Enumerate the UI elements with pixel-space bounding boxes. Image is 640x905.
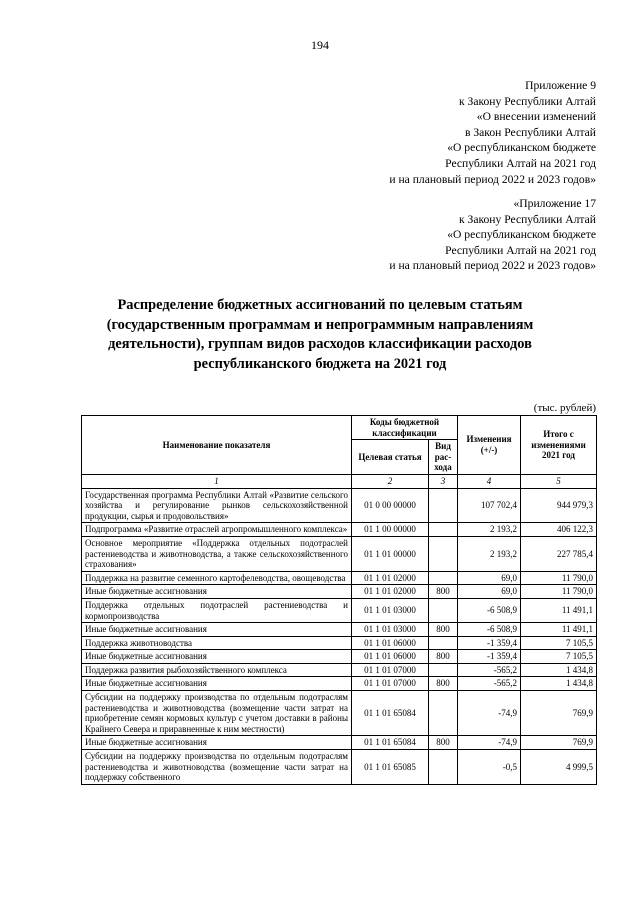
header-target-article: Целевая статья xyxy=(352,440,429,475)
row-change-cell: -565,2 xyxy=(458,677,521,691)
unit-note: (тыс. рублей) xyxy=(533,402,596,414)
column-numbers-row xyxy=(82,474,597,488)
row-target-code-cell: 01 0 00 00000 xyxy=(352,488,429,523)
row-total-cell: 7 105,5 xyxy=(521,636,597,650)
appendix-line: в Закон Республики Алтай xyxy=(464,125,596,139)
header-name: Наименование показателя xyxy=(82,416,352,475)
row-change-cell: 69,0 xyxy=(458,585,521,599)
row-change-cell: -6 508,9 xyxy=(458,623,521,637)
appendix-line: Республики Алтай на 2021 год xyxy=(445,243,596,257)
column-number: 1 xyxy=(82,474,352,488)
row-expense-type-cell xyxy=(429,663,458,677)
row-total-cell: 11 790,0 xyxy=(521,571,597,585)
row-target-code-cell: 01 1 01 00000 xyxy=(352,536,429,571)
row-name-cell: Государственная программа Республики Алтай «Развитие сельского хозяйства и регулирование рынков сельскохозяйственной продукции, сырья и продовольствия» xyxy=(82,488,352,523)
row-target-code-cell: 01 1 01 06000 xyxy=(352,636,429,650)
appendix-line: и на плановый период 2022 и 2023 годов» xyxy=(389,259,596,273)
table-row xyxy=(82,691,597,736)
appendix-line: Приложение 9 xyxy=(525,79,596,92)
appendix-line: к Закону Республики Алтай xyxy=(458,212,596,226)
column-number: 4 xyxy=(458,474,521,488)
appendix-line: «О внесении изменений xyxy=(476,110,596,124)
table-row xyxy=(82,488,597,523)
row-total-cell: 227 785,4 xyxy=(521,536,597,571)
row-total-cell: 1 434,8 xyxy=(521,663,597,677)
row-name-cell: Иные бюджетные ассигнования xyxy=(82,650,352,664)
row-target-code-cell: 01 1 01 65084 xyxy=(352,691,429,736)
row-expense-type-cell: 800 xyxy=(429,677,458,691)
header-total: Итого с изменениями 2021 год xyxy=(521,416,597,475)
table-row xyxy=(82,677,597,691)
row-expense-type-cell: 800 xyxy=(429,585,458,599)
row-name-cell: Иные бюджетные ассигнования xyxy=(82,677,352,691)
row-change-cell: -0,5 xyxy=(458,750,521,785)
table-row xyxy=(82,585,597,599)
row-name-cell: Иные бюджетные ассигнования xyxy=(82,585,352,599)
row-name-cell: Поддержка отдельных подотраслей растениеводства и кормопроизводства xyxy=(82,598,352,622)
appendix-line: и на плановый период 2022 и 2023 годов» xyxy=(389,172,596,186)
header-change: Изменения (+/-) xyxy=(458,416,521,475)
row-expense-type-cell xyxy=(429,691,458,736)
row-name-cell: Субсидии на поддержку производства по отдельным подотраслям растениеводства и животноводства (возмещение части затрат на приобретение семян кормовых культур с учетом доставки в районы Крайнего Севера и приравненные к ним местности) xyxy=(82,691,352,736)
row-name-cell: Подпрограмма «Развитие отраслей агропромышленного комплекса» xyxy=(82,523,352,537)
budget-table xyxy=(81,415,597,785)
appendix-header-17 xyxy=(389,196,596,274)
column-number: 3 xyxy=(429,474,458,488)
row-target-code-cell: 01 1 01 02000 xyxy=(352,571,429,585)
row-total-cell: 11 790,0 xyxy=(521,585,597,599)
row-target-code-cell: 01 1 01 65085 xyxy=(352,750,429,785)
row-name-cell: Поддержка на развитие семенного картофелеводства, овощеводства xyxy=(82,571,352,585)
row-total-cell: 769,9 xyxy=(521,736,597,750)
appendix-line: «Приложение 17 xyxy=(513,197,596,210)
table-body xyxy=(82,488,597,784)
table-row xyxy=(82,636,597,650)
row-target-code-cell: 01 1 01 07000 xyxy=(352,663,429,677)
row-total-cell: 769,9 xyxy=(521,691,597,736)
table-row xyxy=(82,663,597,677)
row-target-code-cell: 01 1 01 65084 xyxy=(352,736,429,750)
row-expense-type-cell xyxy=(429,598,458,622)
row-total-cell: 11 491,1 xyxy=(521,623,597,637)
row-total-cell: 11 491,1 xyxy=(521,598,597,622)
row-total-cell: 406 122,3 xyxy=(521,523,597,537)
row-expense-type-cell xyxy=(429,536,458,571)
row-change-cell: 2 193,2 xyxy=(458,536,521,571)
row-expense-type-cell xyxy=(429,523,458,537)
row-target-code-cell: 01 1 01 03000 xyxy=(352,598,429,622)
table-row xyxy=(82,523,597,537)
row-expense-type-cell xyxy=(429,488,458,523)
row-expense-type-cell xyxy=(429,750,458,785)
appendix-header-9 xyxy=(389,78,596,187)
row-change-cell: 107 702,4 xyxy=(458,488,521,523)
document-title: Распределение бюджетных ассигнований по целевым статьям (государственным программам и непрограммным направлениям деятельности), группам видов расходов классификации расходов республиканского бюджета на 2021 год xyxy=(106,297,534,372)
column-number: 5 xyxy=(521,474,597,488)
table-row xyxy=(82,536,597,571)
table-row xyxy=(82,650,597,664)
appendix-line: «О республиканском бюджете xyxy=(447,228,596,242)
row-change-cell: -565,2 xyxy=(458,663,521,677)
row-target-code-cell: 01 1 01 03000 xyxy=(352,623,429,637)
page-number: 194 xyxy=(311,38,329,52)
row-change-cell: -1 359,4 xyxy=(458,636,521,650)
row-target-code-cell: 01 1 01 06000 xyxy=(352,650,429,664)
row-target-code-cell: 01 1 01 02000 xyxy=(352,585,429,599)
row-expense-type-cell: 800 xyxy=(429,650,458,664)
row-expense-type-cell: 800 xyxy=(429,736,458,750)
row-name-cell: Иные бюджетные ассигнования xyxy=(82,736,352,750)
row-total-cell: 1 434,8 xyxy=(521,677,597,691)
row-expense-type-cell: 800 xyxy=(429,623,458,637)
row-name-cell: Иные бюджетные ассигнования xyxy=(82,623,352,637)
row-target-code-cell: 01 1 00 00000 xyxy=(352,523,429,537)
row-total-cell: 4 999,5 xyxy=(521,750,597,785)
row-name-cell: Поддержка животноводства xyxy=(82,636,352,650)
row-change-cell: 2 193,2 xyxy=(458,523,521,537)
table-row xyxy=(82,571,597,585)
appendix-line: Республики Алтай на 2021 год xyxy=(445,156,596,170)
row-change-cell: -6 508,9 xyxy=(458,598,521,622)
appendix-line: «О республиканском бюджете xyxy=(447,141,596,155)
header-expense-type: Вид рас-хода xyxy=(429,440,458,475)
table-row xyxy=(82,736,597,750)
row-expense-type-cell xyxy=(429,636,458,650)
column-number: 2 xyxy=(352,474,429,488)
row-total-cell: 944 979,3 xyxy=(521,488,597,523)
row-change-cell: -1 359,4 xyxy=(458,650,521,664)
row-change-cell: 69,0 xyxy=(458,571,521,585)
row-change-cell: -74,9 xyxy=(458,736,521,750)
header-codes-group: Коды бюджетной классификации xyxy=(352,416,458,440)
table-row xyxy=(82,598,597,622)
row-name-cell: Основное мероприятие «Поддержка отдельных подотраслей растениеводства и животноводства, а также сельскохозяйственного страхования» xyxy=(82,536,352,571)
table-row xyxy=(82,623,597,637)
row-change-cell: -74,9 xyxy=(458,691,521,736)
table-row xyxy=(82,750,597,785)
appendix-line: к Закону Республики Алтай xyxy=(458,94,596,108)
row-name-cell: Субсидии на поддержку производства по отдельным подотраслям растениеводства и животноводства (возмещение части затрат на поддержку собственного xyxy=(82,750,352,785)
row-total-cell: 7 105,5 xyxy=(521,650,597,664)
row-target-code-cell: 01 1 01 07000 xyxy=(352,677,429,691)
row-name-cell: Поддержка развития рыбохозяйственного комплекса xyxy=(82,663,352,677)
row-expense-type-cell xyxy=(429,571,458,585)
